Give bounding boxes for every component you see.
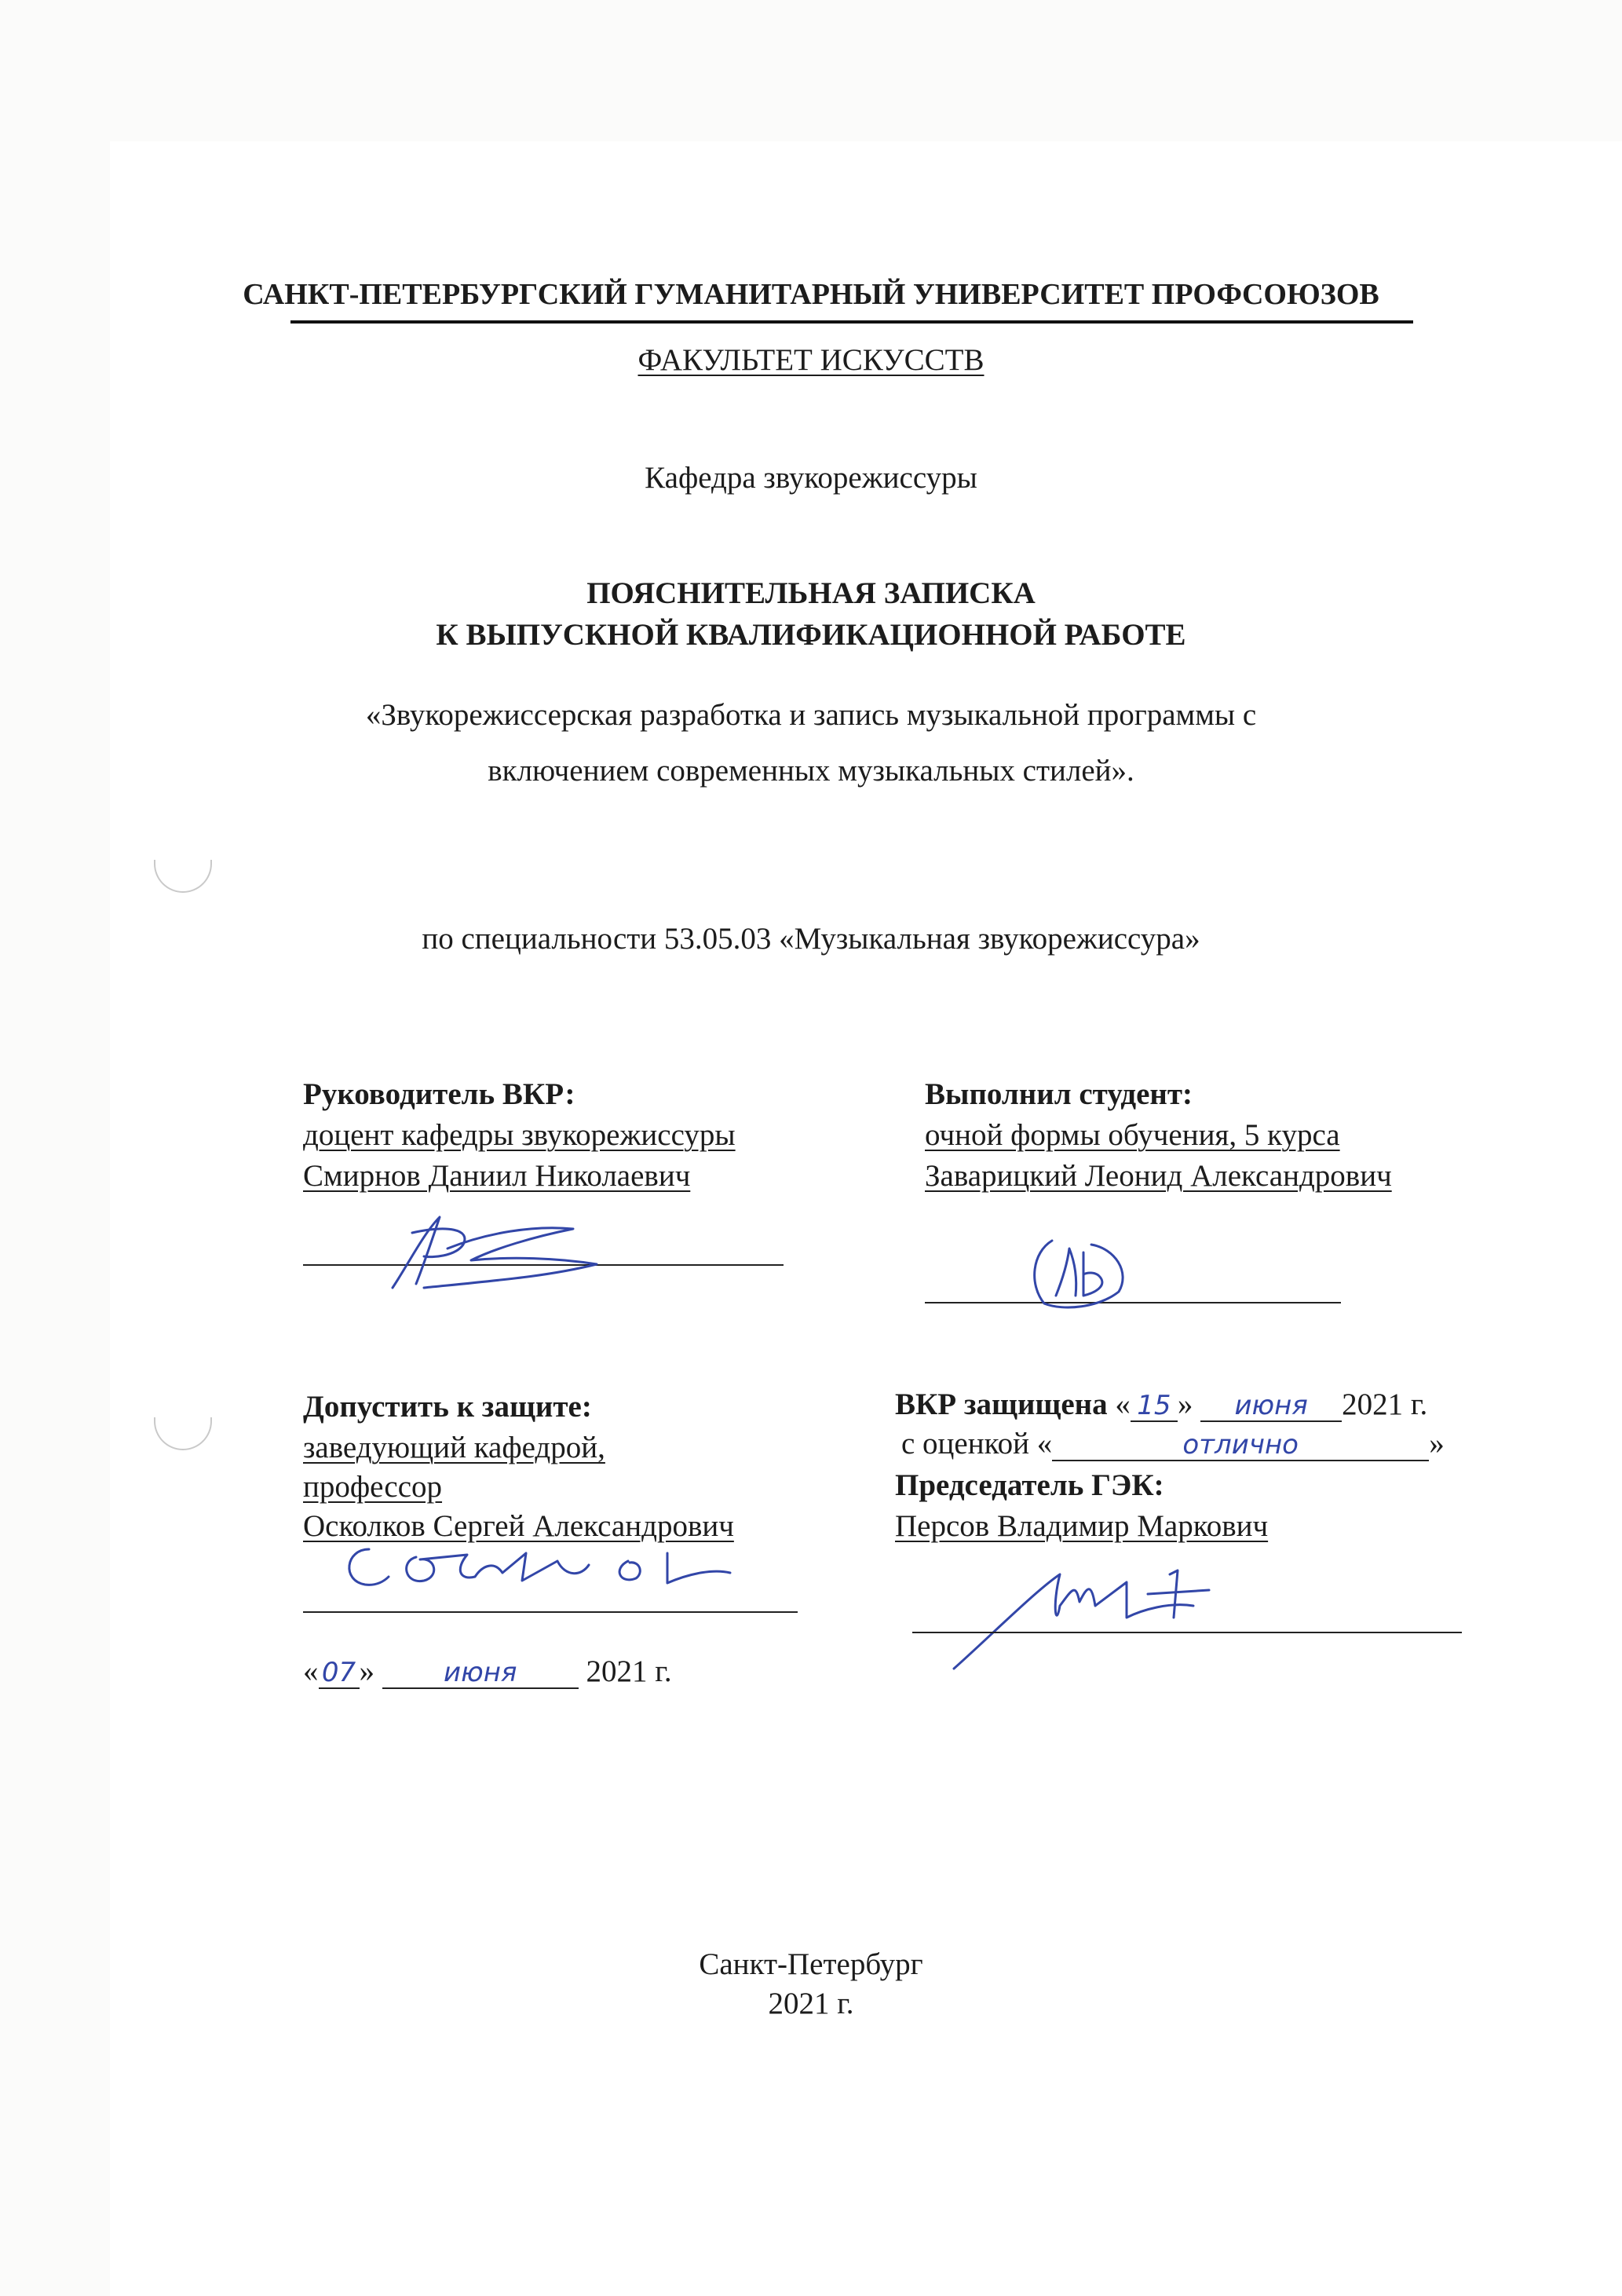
topic-line2: включением современных музыкальных стилей». <box>488 754 1134 788</box>
university-name: САНКТ-ПЕТЕРБУРГСКИЙ ГУМАНИТАРНЫЙ УНИВЕРСИТЕТ ПРОФСОЮЗОВ <box>243 278 1379 311</box>
supervisor-heading: Руководитель ВКР: <box>303 1077 575 1111</box>
university-underline <box>290 320 1413 324</box>
head-of-department-signature <box>330 1537 738 1600</box>
defense-heading: ВКР защищена <box>895 1387 1108 1421</box>
admission-date-mid: » <box>359 1654 374 1688</box>
defense-day: 15 <box>1131 1392 1178 1422</box>
defense-quote-close: » <box>1177 1387 1193 1421</box>
student-heading: Выполнил студент: <box>925 1077 1193 1111</box>
chair-signature <box>942 1559 1272 1676</box>
student-form: очной формы обучения, 5 курса <box>925 1118 1340 1152</box>
department-name: Кафедра звукорежиссуры <box>645 461 977 495</box>
specialty: по специальности 53.05.03 «Музыкальная звукорежиссура» <box>422 922 1200 956</box>
supervisor-signature <box>377 1201 612 1303</box>
admission-date-open: « <box>303 1654 319 1688</box>
defense-grade-value: отлично <box>1052 1431 1429 1461</box>
defense-date <box>895 1386 1427 1424</box>
defense-year: 2021 г. <box>1342 1387 1428 1421</box>
admission-date-year: 2021 г. <box>586 1654 672 1688</box>
document-title-line1: ПОЯСНИТЕЛЬНАЯ ЗАПИСКА <box>586 576 1036 610</box>
student-signature <box>1021 1229 1138 1315</box>
chair-signature-line <box>912 1632 1462 1633</box>
supervisor-position: доцент кафедры звукорежиссуры <box>303 1118 736 1152</box>
defense-grade-close: » <box>1429 1427 1445 1461</box>
student-name: Заварицкий Леонид Александрович <box>925 1159 1392 1193</box>
head-signature-line <box>303 1611 798 1613</box>
topic-line1: «Звукорежиссерская разработка и запись музыкальной программы с <box>365 698 1257 732</box>
document-title-line2: К ВЫПУСКНОЙ КВАЛИФИКАЦИОННОЙ РАБОТЕ <box>436 618 1186 652</box>
chair-name: Персов Владимир Маркович <box>895 1509 1269 1543</box>
defense-quote-open: « <box>1115 1387 1131 1421</box>
supervisor-name: Смирнов Даниил Николаевич <box>303 1159 691 1193</box>
admission-date-day: 07 <box>319 1659 360 1689</box>
footer-year: 2021 г. <box>768 1987 854 2020</box>
admission-date <box>303 1653 672 1691</box>
defense-grade <box>901 1425 1445 1464</box>
footer-city: Санкт-Петербург <box>699 1947 923 1981</box>
admission-name: Осколков Сергей Александрович <box>303 1509 734 1543</box>
defense-month: июня <box>1200 1392 1342 1422</box>
admission-date-month: июня <box>382 1659 579 1689</box>
admission-position2: профессор <box>303 1470 443 1504</box>
admission-position1: заведующий кафедрой, <box>303 1431 605 1464</box>
chair-heading: Председатель ГЭК: <box>895 1468 1164 1502</box>
admission-heading: Допустить к защите: <box>303 1390 592 1424</box>
defense-grade-label: с оценкой « <box>901 1427 1053 1461</box>
faculty-name: ФАКУЛЬТЕТ ИСКУССТВ <box>637 343 985 377</box>
